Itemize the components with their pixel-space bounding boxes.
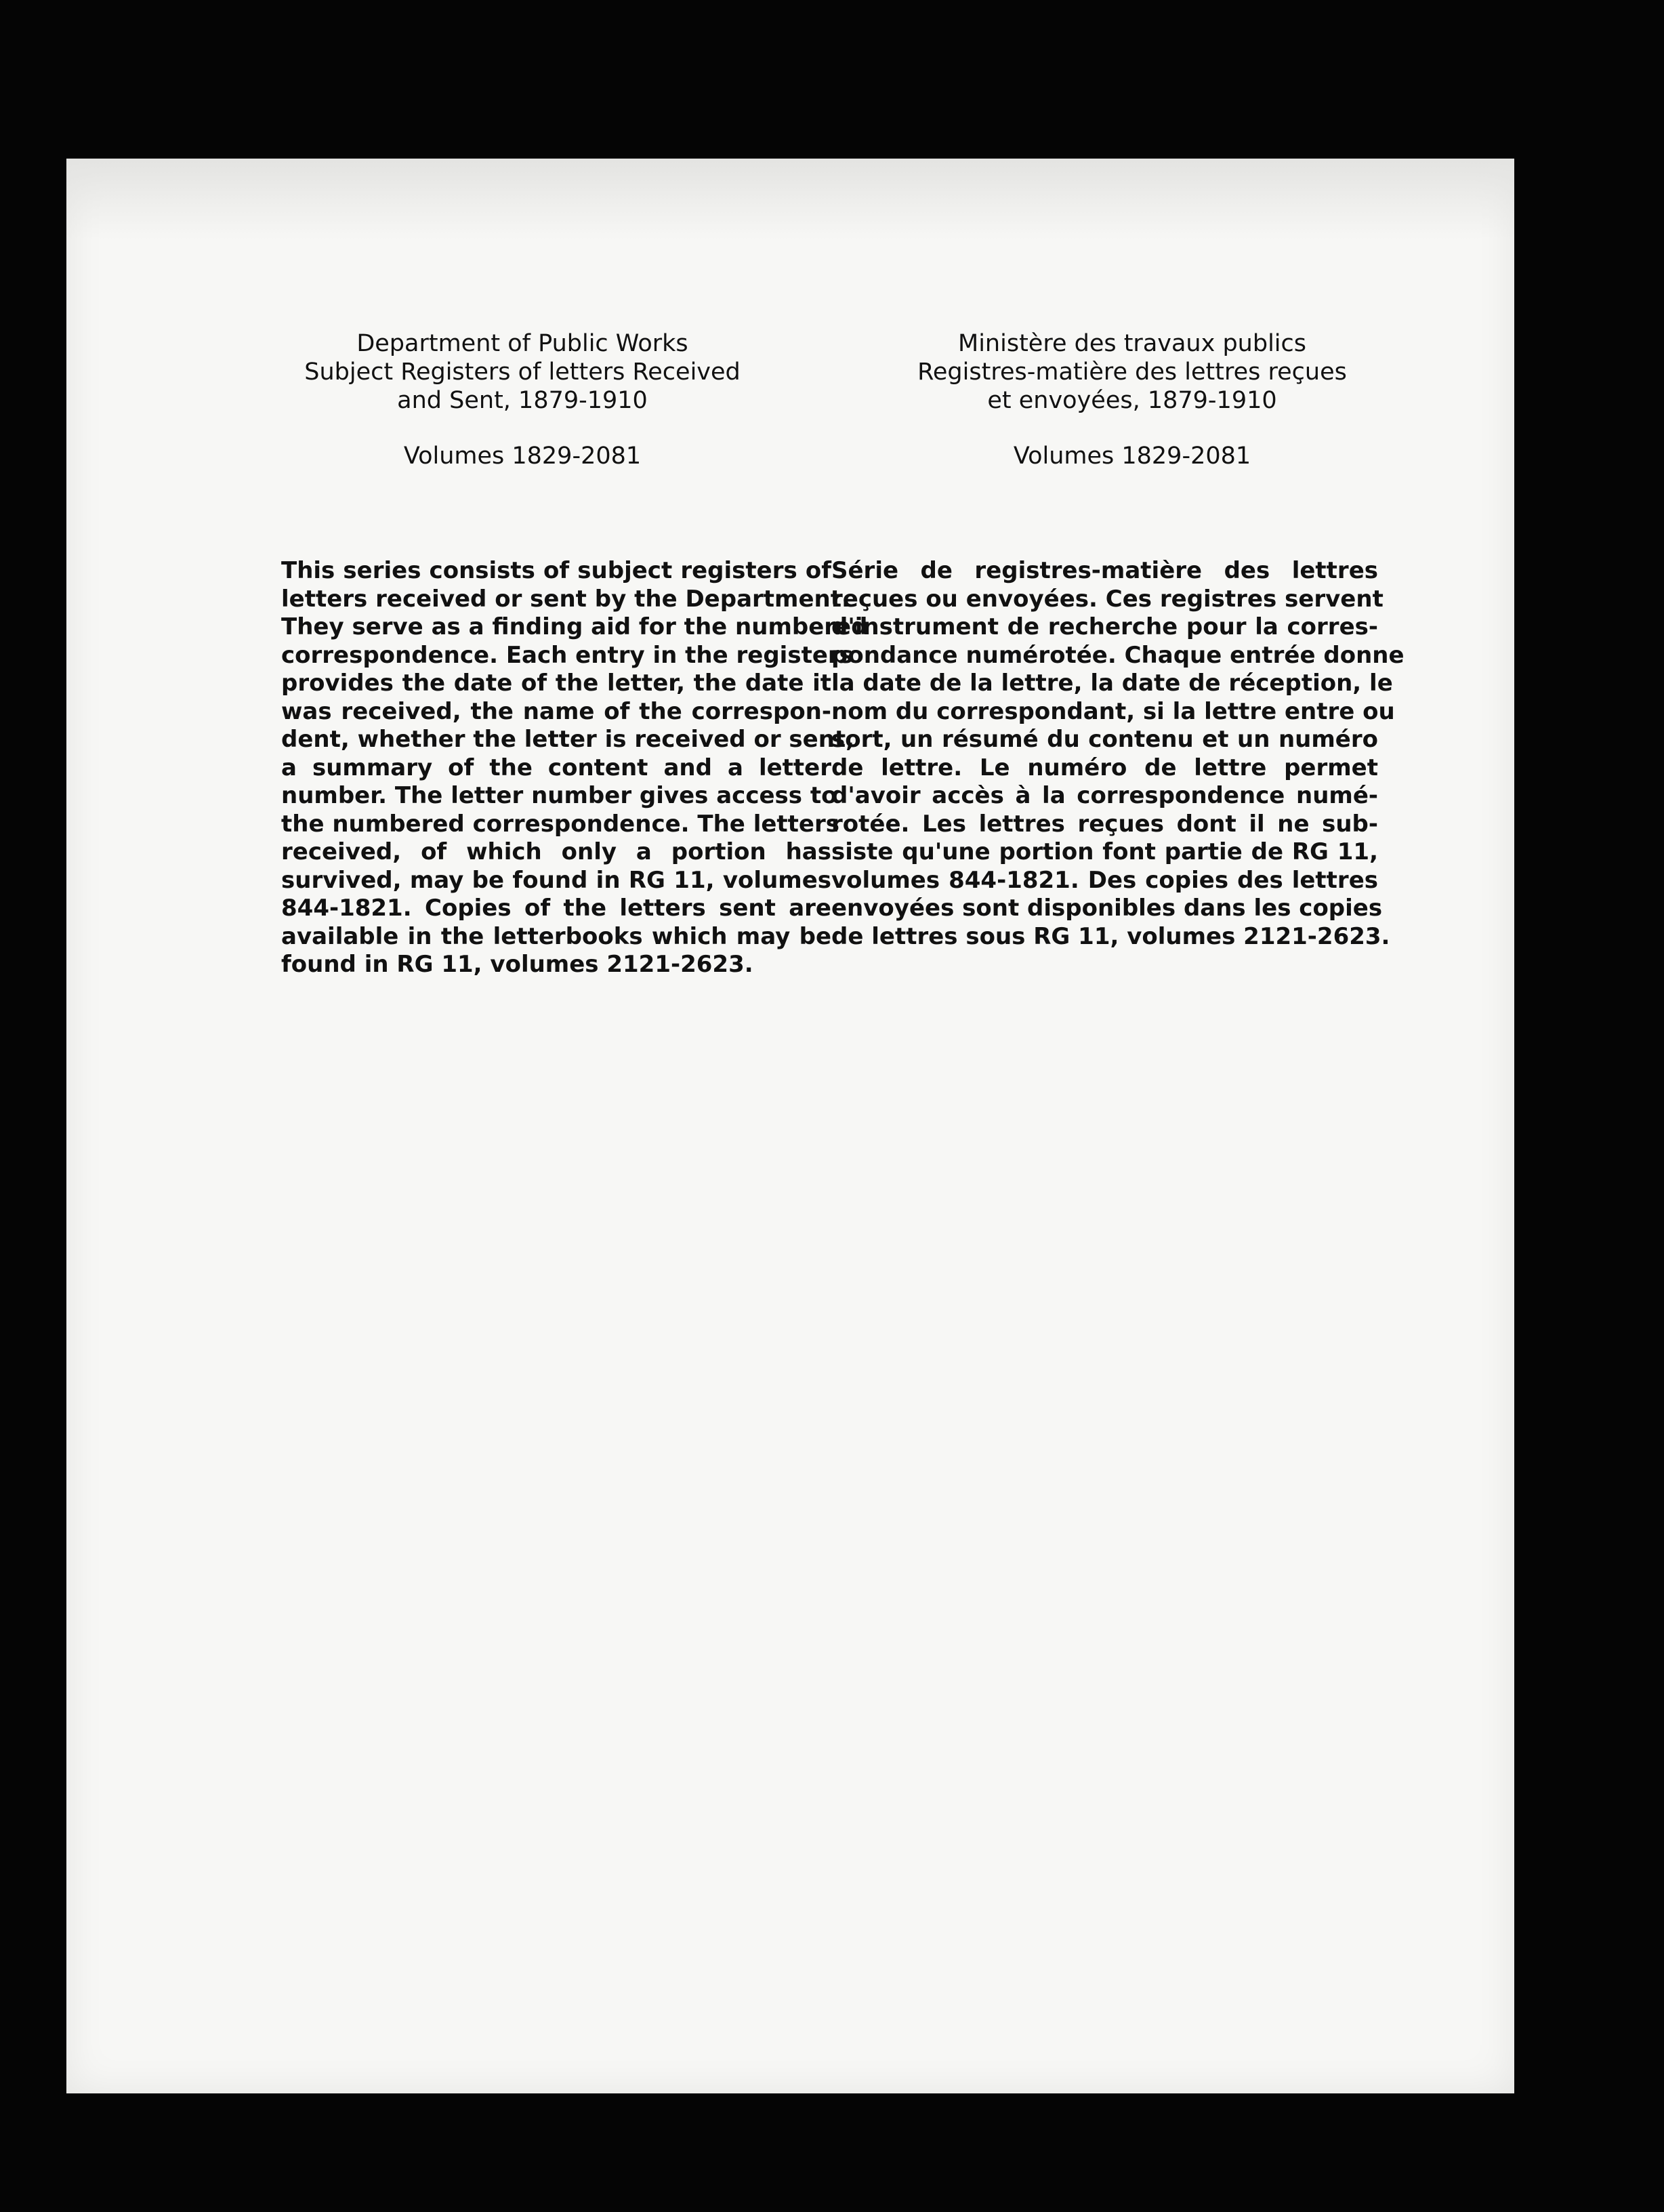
document-page bbox=[66, 159, 1514, 2093]
french-body-line: siste qu'une portion font partie de RG 11, bbox=[831, 838, 1378, 865]
french-body-line: rotée. Les lettres reçues dont il ne sub- bbox=[831, 810, 1378, 838]
english-body-line: a summary of the content and a letter bbox=[281, 754, 831, 781]
english-body-line: found in RG 11, volumes 2121-2623. bbox=[281, 951, 753, 978]
french-body-line: nom du correspondant, si la lettre entre ou bbox=[831, 697, 1395, 725]
french-body-line: pondance numérotée. Chaque entrée donne bbox=[831, 641, 1405, 669]
french-body-line: reçues ou envoyées. Ces registres servent bbox=[831, 585, 1384, 613]
english-body-line: number. The letter number gives access to bbox=[281, 782, 837, 809]
french-body-line: d'avoir accès à la correspondence numé- bbox=[831, 782, 1378, 809]
french-body-line: de lettre. Le numéro de lettre permet bbox=[831, 754, 1378, 781]
english-body-line: was received, the name of the correspon- bbox=[281, 697, 831, 725]
french-body-line: volumes 844-1821. Des copies des lettres bbox=[831, 866, 1378, 894]
english-body-line: received, of which only a portion has bbox=[281, 838, 831, 865]
english-heading-line: and Sent, 1879-1910 bbox=[397, 387, 648, 414]
english-body-line: dent, whether the letter is received or sent, bbox=[281, 726, 855, 753]
english-volumes: Volumes 1829-2081 bbox=[403, 443, 642, 470]
english-heading-line: Subject Registers of letters Received bbox=[304, 359, 741, 386]
english-body-line: correspondence. Each entry in the registers bbox=[281, 641, 853, 669]
english-body-line: available in the letterbooks which may be bbox=[281, 922, 831, 950]
english-body-line: letters received or sent by the Department. bbox=[281, 585, 850, 613]
french-body-line: envoyées sont disponibles dans les copies bbox=[831, 895, 1383, 922]
french-body-line: d'instrument de recherche pour la corres- bbox=[831, 613, 1378, 640]
french-body-line: sort, un résumé du contenu et un numéro bbox=[831, 726, 1378, 753]
french-heading-line: Registres-matière des lettres reçues bbox=[917, 359, 1347, 386]
english-body-line: survived, may be found in RG 11, volumes bbox=[281, 866, 831, 894]
french-heading bbox=[824, 329, 1440, 415]
french-volumes: Volumes 1829-2081 bbox=[1013, 443, 1251, 470]
english-body-line: provides the date of the letter, the date it bbox=[281, 670, 831, 697]
english-body-line: This series consists of subject registers of bbox=[281, 557, 831, 584]
french-heading-line: et envoyées, 1879-1910 bbox=[987, 387, 1277, 414]
french-body bbox=[831, 557, 1405, 951]
french-body-line: de lettres sous RG 11, volumes 2121-2623. bbox=[831, 922, 1390, 950]
french-body-line: Série de registres-matière des lettres bbox=[831, 557, 1378, 584]
english-body-line: They serve as a finding aid for the numbered bbox=[281, 613, 868, 640]
english-body-line: 844-1821. Copies of the letters sent are bbox=[281, 895, 831, 922]
french-body-line: la date de la lettre, la date de réception, le bbox=[831, 670, 1393, 697]
page-shading bbox=[66, 159, 1514, 240]
english-heading bbox=[214, 329, 831, 415]
english-body-line: the numbered correspondence. The letters bbox=[281, 810, 839, 838]
english-body bbox=[281, 557, 868, 979]
french-heading-line: Ministère des travaux publics bbox=[958, 330, 1306, 357]
english-heading-line: Department of Public Works bbox=[356, 330, 688, 357]
